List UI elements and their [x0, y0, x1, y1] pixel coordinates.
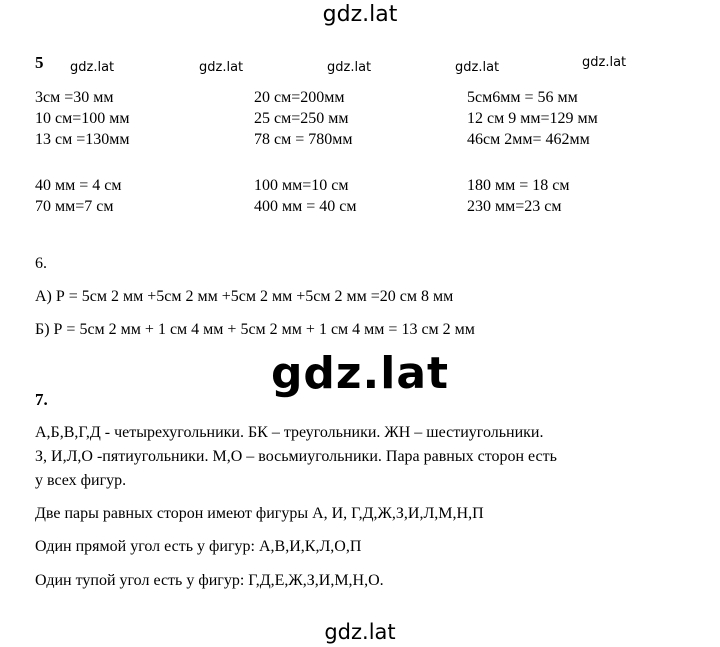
task7-line4: Один тупой угол есть у фигур: Г,Д,Е,Ж,З,И,М,Н,О. — [35, 572, 384, 589]
task5-cell: 12 см 9 мм=129 мм — [467, 110, 598, 127]
watermark-top: gdz.lat — [322, 2, 398, 27]
task5-cell: 3см =30 мм — [35, 89, 114, 106]
watermark-small-3: gdz.lat — [327, 60, 372, 75]
task5-cell: 5см6мм = 56 мм — [467, 89, 578, 106]
watermark-center: gdz.lat — [270, 348, 450, 399]
task5-cell: 10 см=100 мм — [35, 110, 130, 127]
task7-para1-line2: З, И,Л,О -пятиугольники. М,О – восьмиугольники. Пара равных сторон есть — [35, 448, 557, 465]
watermark-small-5: gdz.lat — [582, 55, 627, 70]
watermark-small-1: gdz.lat — [70, 60, 115, 75]
task5-cell: 70 мм=7 см — [35, 198, 114, 215]
task5-cell: 25 см=250 мм — [254, 110, 349, 127]
task7-line2: Две пары равных сторон имеют фигуры А, И, Г,Д,Ж,З,И,Л,М,Н,П — [35, 505, 484, 522]
watermark-small-2: gdz.lat — [199, 60, 244, 75]
task6-line-a: А) Р = 5см 2 мм +5см 2 мм +5см 2 мм +5см 2 мм =20 см 8 мм — [35, 288, 454, 305]
task5-number: 5 — [35, 53, 44, 72]
task6-line-b: Б) Р = 5см 2 мм + 1 см 4 мм + 5см 2 мм + 1 см 4 мм = 13 см 2 мм — [35, 321, 475, 338]
task5-cell: 180 мм = 18 см — [467, 177, 570, 194]
task5-cell: 100 мм=10 см — [254, 177, 349, 194]
task7-para1-line1: А,Б,В,Г,Д - четырехугольники. БК – треугольники. ЖН – шестиугольники. — [35, 424, 544, 441]
task7-line3: Один прямой угол есть у фигур: А,В,И,К,Л,О,П — [35, 538, 362, 555]
task5-cell: 20 см=200мм — [254, 89, 345, 106]
task5-cell: 78 см = 780мм — [254, 131, 353, 148]
task7-number: 7. — [35, 390, 48, 409]
task5-cell: 13 см =130мм — [35, 131, 130, 148]
watermark-bottom: gdz.lat — [324, 620, 396, 644]
task5-cell: 400 мм = 40 см — [254, 198, 357, 215]
task7-para1-line3: у всех фигур. — [35, 472, 127, 489]
task5-cell: 40 мм = 4 см — [35, 177, 122, 194]
task5-cell: 230 мм=23 см — [467, 198, 562, 215]
watermark-small-4: gdz.lat — [455, 60, 500, 75]
task6-number: 6. — [35, 255, 47, 272]
task5-cell: 46см 2мм= 462мм — [467, 131, 590, 148]
